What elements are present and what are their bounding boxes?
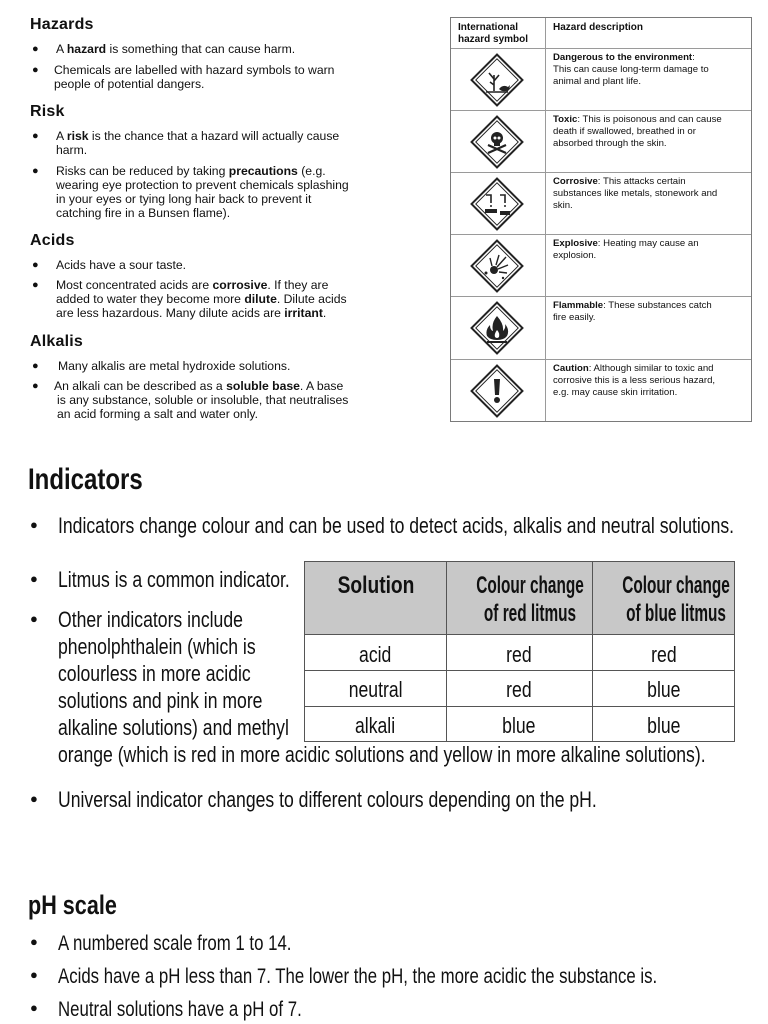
litmus-header-red: Colour change of red litmus xyxy=(476,572,584,627)
risk-heading: Risk xyxy=(30,103,65,120)
explosive-icon xyxy=(466,235,528,297)
litmus-header-solution: Solution xyxy=(337,572,414,599)
hazard-desc-flammable: Flammable: These substances catch fire easily. xyxy=(553,300,712,323)
indicators-bullet-3: ● Other indicators include phenolphthalein (which is colourless in more acidic solutions and pink in more alkaline solutions) and methyl orange (which is red in more acidic solutions and yellow in more alkaline solutions). xyxy=(30,607,706,767)
bullet: ● xyxy=(32,380,39,392)
hazard-desc-caution: Caution: Although similar to toxic and corrosive this is a less serious hazard, e.g. may cause skin irritation. xyxy=(553,363,716,398)
bullet: ● xyxy=(30,1000,38,1015)
ph-bullet-2: ● Acids have a pH less than 7. The lower the pH, the more acidic the substance is. xyxy=(30,965,658,988)
litmus-header-blue: Colour change of blue litmus xyxy=(622,572,730,627)
litmus-cell: alkali xyxy=(355,713,396,738)
bullet: ● xyxy=(30,934,38,949)
litmus-cell: blue xyxy=(646,713,681,738)
bullet: ● xyxy=(32,259,39,271)
acids-heading: Acids xyxy=(30,232,75,249)
bullet: ● xyxy=(30,571,38,586)
indicators-bullet-1: ● Indicators change colour and can be used to detect acids, alkalis and neutral solutions. xyxy=(30,513,735,538)
bullet: ● xyxy=(32,130,39,142)
environment-hazard-icon xyxy=(466,49,528,111)
flame-icon xyxy=(466,297,528,359)
bullet: ● xyxy=(30,791,38,806)
litmus-cell: blue xyxy=(502,713,536,738)
litmus-cell: blue xyxy=(646,677,681,702)
hazard-desc-environment: Dangerous to the environment: This can cause long-term damage to animal and plant life. xyxy=(553,52,709,87)
litmus-table xyxy=(304,561,735,742)
bullet: ● xyxy=(32,360,39,372)
litmus-cell: neutral xyxy=(348,677,403,702)
litmus-cell: red xyxy=(650,642,677,667)
alkalis-heading: Alkalis xyxy=(30,333,83,350)
hazard-desc-toxic: Toxic: This is poisonous and can cause death if swallowed, breathed in or absorbed through the skin. xyxy=(553,114,722,149)
bullet: ● xyxy=(30,611,38,626)
ph-scale-heading: pH scale xyxy=(28,890,117,920)
exclamation-icon xyxy=(466,360,528,422)
bullet: ● xyxy=(30,517,38,532)
hazard-table-header-symbol: International hazard symbol xyxy=(458,22,529,45)
litmus-cell: red xyxy=(506,642,532,667)
corrosive-icon xyxy=(466,173,528,235)
bullet: ● xyxy=(32,165,39,177)
hazard-desc-explosive: Explosive: Heating may cause an explosion. xyxy=(553,238,699,261)
hazard-desc-corrosive: Corrosive: This attacks certain substances like metals, stonework and skin. xyxy=(553,176,718,211)
indicators-bullet-4: ● Universal indicator changes to different colours depending on the pH. xyxy=(30,787,597,812)
bullet: ● xyxy=(32,279,39,291)
hazard-symbol-table xyxy=(450,17,752,422)
ph-bullet-1: ● A numbered scale from 1 to 14. xyxy=(30,932,292,955)
skull-crossbones-icon xyxy=(466,111,528,173)
hazard-table-header-description: Hazard description xyxy=(553,22,644,33)
indicators-heading: Indicators xyxy=(28,463,143,496)
litmus-cell: acid xyxy=(359,642,392,667)
hazards-heading: Hazards xyxy=(30,16,94,33)
indicators-bullet-2: ● Litmus is a common indicator. xyxy=(30,567,290,592)
ph-bullet-3: ● Neutral solutions have a pH of 7. xyxy=(30,998,302,1021)
bullet: ● xyxy=(30,967,38,982)
bullet: ● xyxy=(32,43,39,55)
bullet: ● xyxy=(32,64,39,76)
litmus-cell: red xyxy=(506,677,532,702)
